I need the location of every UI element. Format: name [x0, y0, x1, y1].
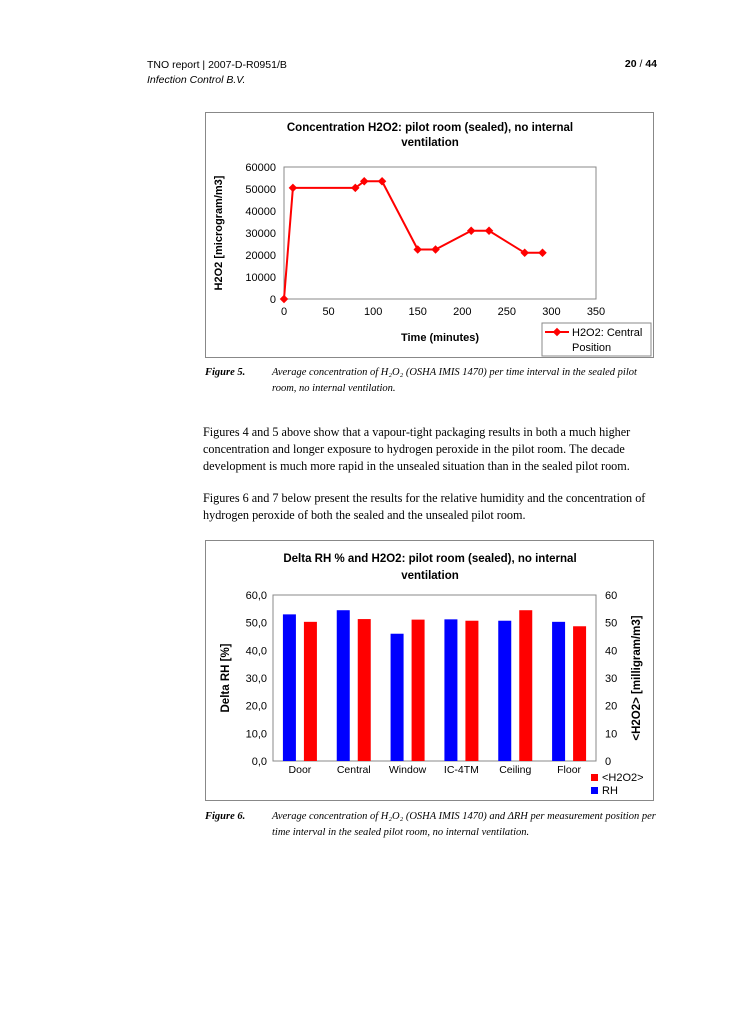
chart2-bar — [283, 614, 296, 761]
chart2-legend — [591, 772, 644, 797]
chart1-x-tick-label: 150 — [408, 306, 427, 318]
chart1-legend-label-line1: H2O2: Central — [572, 327, 643, 339]
figure6-bar-chart — [206, 541, 653, 800]
chart2-y-axis-label-left: Delta RH [%] — [220, 643, 232, 713]
chart1-title-line1: Concentration H2O2: pilot room (sealed), no internal — [286, 122, 574, 134]
chart2-bar — [552, 622, 565, 761]
chart2-legend-h2o2-label: <H2O2> — [602, 772, 644, 784]
chart2-right-tick-label: 20 — [605, 700, 618, 713]
figure6-chart-frame — [205, 540, 654, 801]
chart2-category-label: Floor — [557, 764, 582, 776]
chart1-y-tick-label: 30000 — [245, 228, 276, 240]
chart2-left-tick-label: 60,0 — [245, 590, 267, 602]
chart1-x-tick-label: 0 — [280, 306, 288, 318]
chart1-x-axis-label: Time (minutes) — [400, 332, 480, 344]
figure5-line-chart — [206, 113, 653, 357]
chart2-bar — [337, 610, 350, 761]
chart2-title-line2: ventilation — [401, 570, 459, 582]
page-total: 44 — [645, 58, 657, 70]
chart2-right-tick-label: 10 — [605, 728, 618, 741]
figure6-label: Figure 6. — [205, 811, 246, 822]
report-id: TNO report | 2007-D-R0951/B — [147, 59, 287, 71]
chart1-x-tick-label: 300 — [542, 306, 561, 318]
paragraph-2: Figures 6 and 7 below present the results for the relative humidity and the concentration of hydrogen peroxide of both the sealed and the unsealed pilot room. — [203, 491, 646, 522]
chart1-y-axis-label: H2O2 [microgram/m3] — [213, 175, 225, 291]
chart2-category-label: Door — [288, 764, 312, 776]
chart1-plot-area — [284, 167, 596, 299]
chart1-title-line2: ventilation — [401, 137, 459, 149]
chart1-x-tick-label: 50 — [322, 306, 335, 318]
page-separator: / — [636, 58, 646, 70]
chart2-left-tick-label: 50,0 — [245, 617, 267, 630]
figure5-caption — [205, 365, 665, 399]
chart2-right-tick-label: 50 — [605, 617, 618, 630]
chart1-y-tick-label: 20000 — [245, 250, 276, 262]
chart1-x-tick-label: 200 — [453, 306, 472, 318]
chart2-right-tick-label: 30 — [605, 673, 618, 685]
chart2-legend-h2o2-swatch — [591, 774, 598, 781]
chart2-bar — [498, 621, 511, 761]
chart1-y-tick-label: 10000 — [245, 272, 276, 284]
chart2-bar — [444, 619, 457, 761]
chart2-bar — [519, 610, 532, 761]
chart2-right-tick-label: 0 — [605, 756, 612, 768]
chart1-y-tick-label: 60000 — [245, 162, 276, 174]
chart1-legend — [542, 323, 651, 356]
chart2-category-label: Central — [336, 764, 371, 776]
page-current: 20 — [624, 58, 637, 70]
chart2-category-label: IC-4TM — [443, 764, 479, 776]
chart1-x-tick-label: 250 — [497, 306, 517, 318]
chart2-bar — [573, 626, 586, 761]
chart2-right-tick-label: 40 — [605, 645, 618, 658]
chart1-legend-label-line2: Position — [572, 342, 612, 354]
chart2-category-label: Ceiling — [499, 764, 532, 776]
chart2-category-label: Window — [388, 764, 427, 776]
chart2-bar — [391, 634, 404, 761]
chart2-bar — [465, 621, 478, 761]
chart1-y-tick-label: 50000 — [245, 184, 276, 196]
chart2-title-line1: Delta RH % and H2O2: pilot room (sealed), no internal — [283, 553, 577, 565]
chart2-bar — [358, 619, 371, 761]
chart1-y-tick-label: 40000 — [245, 206, 276, 218]
chart2-legend-rh-swatch — [591, 787, 598, 794]
paragraph-1: Figures 4 and 5 above show that a vapour-tight packaging results in both a much higher concentration and longer exposure to hydrogen peroxide in the pilot room. The decade development is much more rapid in the unsealed situation than in the sealed pilot room. — [203, 425, 631, 473]
chart2-left-tick-label: 30,0 — [245, 673, 267, 685]
figure6-caption-text: Average concentration of H₂O₂ (OSHA IMIS 1470) and ΔRH per measurement position per time interval in the sealed pilot room, no internal ventilation. — [272, 811, 656, 838]
figure5-caption-text: Average concentration of H₂O₂ (OSHA IMIS 1470) per time interval in the sealed pilot room, no internal ventilation. — [272, 367, 637, 394]
company-name: Infection Control B.V. — [147, 74, 246, 86]
figure5-label: Figure 5. — [205, 367, 246, 378]
chart2-left-tick-label: 10,0 — [245, 728, 267, 741]
figure5-chart-frame — [205, 112, 654, 358]
chart2-left-tick-label: 0,0 — [251, 756, 267, 768]
chart2-bar — [412, 620, 425, 761]
chart2-legend-rh-label: RH — [602, 785, 618, 797]
chart2-left-tick-label: 40,0 — [245, 645, 267, 658]
chart2-plot-area — [273, 595, 596, 761]
figure6-caption — [205, 809, 665, 843]
chart1-x-tick-label: 100 — [363, 306, 383, 318]
chart2-left-tick-label: 20,0 — [245, 700, 267, 713]
page-number — [595, 58, 657, 70]
report-header — [147, 58, 287, 88]
chart2-bar — [304, 622, 317, 761]
chart2-y-axis-label-right: <H2O2> [milligram/m3] — [631, 615, 643, 741]
chart1-y-tick-label: 0 — [269, 294, 276, 306]
chart2-right-tick-label: 60 — [605, 590, 618, 602]
chart1-x-tick-label: 350 — [586, 306, 606, 318]
